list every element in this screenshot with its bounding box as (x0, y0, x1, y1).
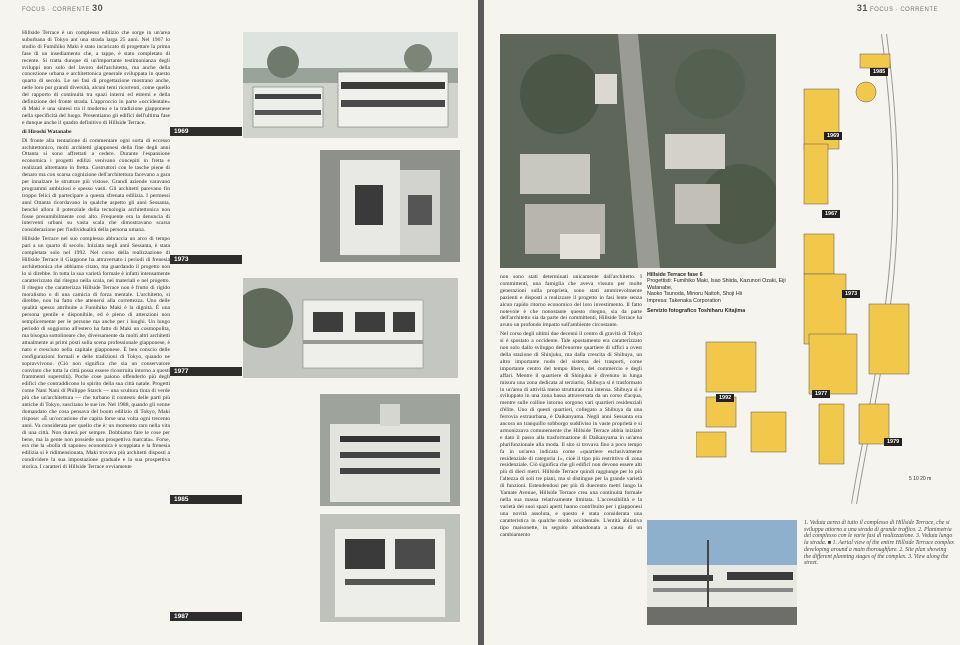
photo-credit: Servizio fotografico Toshiharu Kitajima (647, 308, 746, 315)
byline: di Hiroshi Watanabe (22, 128, 72, 135)
left-page (0, 0, 478, 645)
photo-1987-drawing (320, 514, 460, 622)
left-page-number: 30 (92, 3, 104, 13)
right-page (484, 0, 960, 645)
street-photo-drawing (647, 520, 797, 625)
plan-scale: 5 10 20 m (909, 476, 932, 482)
plan-label-1979: 1979 (884, 438, 902, 446)
plan-label-1992: 1992 (716, 394, 734, 402)
year-label-1985: 1985 (170, 495, 242, 504)
plan-label-1977: 1977 (812, 390, 830, 398)
site-plan-1992-block (696, 332, 806, 462)
body-paragraph-2: Hillside Terrace nel suo complesso abbraccia un arco di tempo pari a un quarto di secolo. Iniziata negli anni Sessanta, è stata completata solo nel 1992. Nel corso della realizzazione di Hillside Terrace il Giappone ha attraversato i periodi di frenesia architettonica che abbiamo citato, ma guardando il progetto non lo si direbbe. In tutta la sua varietà formale è infatti intensamente caratterizzato dal ritegno nella scala, nei materiali e nel progetto. Il ritegno che caratterizza Hillside Terrace non è frutto di rigido moralismo o di una camicia di forza mentale. L'architetto, si direbbe, non ha fatto che attenersi alla correttezza. Uno delle qualità spesso attribuite a Fumihiko Maki è la dignità. È una persona gentile e disponibile, ed è pieno di attenzioni non semplicemente per le persone ma anche per i luoghi. Un lungo periodo di soggiorno all'estero ha fatto di Maki un cosmopolita, ma bisogna sottolineare che, diversamente da molti altri architetti attualmente ai primi posti sulla scena professionale giapponese, è nato e cresciuto nella capitale giapponese. È ben conscio delle configurazioni formali e delle tradizioni di Tokyo, quando ne sopravvivono. (Ciò non significa che sia un conservatore convinto che tutta la città possa essere ricostruita intorno a questi frammenti superstiti). Poche cose paiono offenderlo più degli edifici che contraddicono lo spirito della sua città natale. Progetti come Nani Nani di Philippe Starck — una scultura tinta di verde più che un'architettura — che turbano il contesto delle parti più antiche di Tokyo, suscitano le sue ire. Nel 1988, quando gli venne domandato che cosa pensava del boom edilizio di Tokyo, Maki rispose: «È un'occasione che capita forse una volta ogni trecento anni. Va considerata per quello che è: un momento raro nella vita di una città. Non durerà per sempre. Dobbiamo fare le cose per bene, ma la gente non possiede una prospettiva marcata». Forse, era che la «bolla di sapone» economica è scoppiata e la frenesia edilizia si è ridimensionata, Maki trovava più architetti disposti a condividere la sua impostazione graduale e la sua prospettiva storica. I caratteri di Hillside Terrace ovviamente (22, 236, 170, 471)
photo-1985-building (320, 394, 460, 506)
photo-1973-building (320, 150, 460, 262)
photo-1977-building (243, 278, 458, 378)
credits-title: Hillside Terrace fase 6 (647, 272, 703, 278)
right-page-number: 31 (856, 3, 868, 13)
photo-1973-drawing (320, 150, 460, 262)
photo-1969-building (243, 32, 458, 138)
right-folio (857, 3, 938, 13)
credits-line-2: Naoko Tsunoda, Minoru Naitoh, Shoji Hii (647, 291, 743, 298)
aerial-photo-drawing (500, 34, 776, 268)
site-plan (784, 34, 954, 504)
year-label-1977: 1977 (170, 367, 242, 376)
intro-paragraph: Hillside Terrace è un complesso edilizio che sorge in un'area suburbana di Tokyo ant una strada larga 25 anni. Nel 1967 lo studio di Fumihiko Maki è stato incaricato di progettare la prima fase di un insediamento che, a tappe, è stato completato di recente. Si tratta dunque di un'importante testimonianza degli sviluppi non solo del lavoro dell'architetto, ma anche della concezione urbana e architettonica generale sviluppata in questo quarto di secolo. Le sei fasi di progettazione mostrano anche, nelle loro pur grandi diversità, alcuni temi ricorrenti, come quello del rapporto di continuità tra spazi interni ed esterni e della definizione del fronte strada. L'approccio in parte «occidentale» di Maki è una sintesi tra il moderno e la tradizione giapponese nella specificità del luogo. Presentiamo gli edifici dell'ultima fase e dunque anche il quadro definitivo di Hillside Terrace. (22, 30, 170, 126)
plan-label-1969: 1969 (824, 132, 842, 140)
left-folio-text: FOCUS · CORRENTE (22, 7, 90, 13)
photo-1985-drawing (320, 394, 460, 506)
street-photo (647, 520, 797, 625)
site-plan-1992-drawing (696, 332, 806, 462)
right-folio-text: FOCUS · CORRENTE (870, 7, 938, 13)
body-paragraph-1: Di fronte alla tentazione di commentare ogni sorta di eccesso architettonico, molti architetti giapponesi della fine degli anni Ottanta si sono affrettati a cedere. Durante l'espansione economica i progetti edilizi venivano concepiti in fretta e realizzati altrettanto in fretta. Costruttori con le tasche piene di denaro ma con scarsa cognizione dell'architettura facevano a gara per innalzare le strutture più vistose. Grandi aziende varavano programmi ambiziosi e spesso vasti. Gli architetti parevano fin troppo felici di partecipare a questa sfrenata edilizia. I permessi anni Ottanta ricordavano in qualche aspetto gli anni Sessanta, benché allora il potenziale della tecnologia architettonica non fosse presumibilmente così alto. Frequente era la denuncia di interventi urbani su vasta scala che dimostravano scarsa considerazione per l'individualità della persona umana. (22, 137, 170, 234)
photo-1987-building (320, 514, 460, 622)
plan-label-1973: 1973 (842, 290, 860, 298)
right-paragraph-1: non sono stati determinati unicamente dall'architetto. I committenti, una famiglia che aveva vissuto per molte generazioni sulla proprietà, sono stati ammirevolmente pazienti e disposti a realizzare il progetto in fasi lente senza alcun rapido ritorno economico del loro investimento. Il fatto notevole è che nonostante questo ritegno, sia da parte dell'architetto sia da parte dei committenti, Hillside Terrace ha avuto un profondo impatto sull'ambiente circostante. (500, 274, 642, 329)
photo-1969-drawing (243, 32, 458, 138)
year-label-1973: 1973 (170, 255, 242, 264)
credits-line-1: Progettisti: Fumihiko Maki, Isao Shiida, Kazunori Ozaki, Eiji Watanabe, (647, 278, 786, 291)
plan-label-1967: 1967 (822, 210, 840, 218)
aerial-photo (500, 34, 776, 268)
figure-caption: 1. Veduta aerea di tutto il complesso di Hillside Terrace, che si sviluppa attorno a una strada di grande traffico. 2. Planimetria del complesso con le varie fasi di realizzazione. 3. Veduta lungo la strada. ■ 1. Aerial view of the entire Hillside Terrace complex developing around a main thoroughfare. 2. Site plan showing the different planning stages of the complex. 3. View along the street. (804, 520, 954, 567)
site-plan-drawing (784, 34, 954, 504)
project-credits (647, 272, 797, 314)
left-folio (22, 3, 103, 13)
year-label-1987: 1987 (170, 612, 242, 621)
year-label-1969: 1969 (170, 127, 242, 136)
plan-label-1985: 1985 (870, 68, 888, 76)
credits-line-3: Impresa: Takenaka Corporation (647, 297, 721, 304)
photo-1977-drawing (243, 278, 458, 378)
right-text-column (500, 274, 642, 634)
right-paragraph-2: Nel corso degli ultimi due decenni il centro di gravità di Tokyo si è spostato a occidente. Tale spostamento era caratterizzato non solo dallo sviluppo dell'enorme quartiere di uffici a ovest della stazione di Shinjuku, ma dalla crescita di Shibuya, un altro importante nodo del sistema dei trasporti, come importante centro del tempo libero, del commercio e degli affari. Mentre il quartiere di Shinjuku è divenuto in lunga misura una zona dedicata al terziario, Shibuya si è trasformato in un'area di attività meno strutturata ma intensa. Shibuya si è sviluppato in una zona bassa attraversata da un corso d'acqua, mentre sulle colline intorno sorgono vari quartieri residenziali d'élite. Uno di questi quartieri, collegato a Shibuya da una ferrovia extraurbana, è Daikanyama. Negli anni Sessanta era ancora un tranquillo sobborgo suddiviso in vaste proprietà e si armonizzava comunemente che Hillside Terrace abbia iniziato e dato il passo alla trasformazione di Daikanyama in un'area plurifunzionale alla moda. Il sito si trovava fino a poco tempo fa in un'area indicata come «quartiere esclusivamente residenziale di categoria 1», cioè il tipo più restrittivo di zona residenziale. Ciò significa che gli edifici non devono essere alti più di dieci metri. Hillside Terrace quindi raggiunge per lo più l'altezza di soli tre piani, ma si distingue per la grande varietà di funzioni. Estendendosi per più di duecento metri lungo la Yamate Avenue, Hillside Terrace crea una continuità formale nella sua massa relativamente limitata. L'accessibilità e la varietà dei suoi spazi aperti hanno contribuito per i giapponesi una novità assoluta, e questo è stata considerata una caratteristica in qualche modo occidentale. L'entità abitativa tipo maisonette, in seguito abbandonata a causa di un cambiamento (500, 331, 642, 538)
left-text-column (22, 30, 170, 630)
